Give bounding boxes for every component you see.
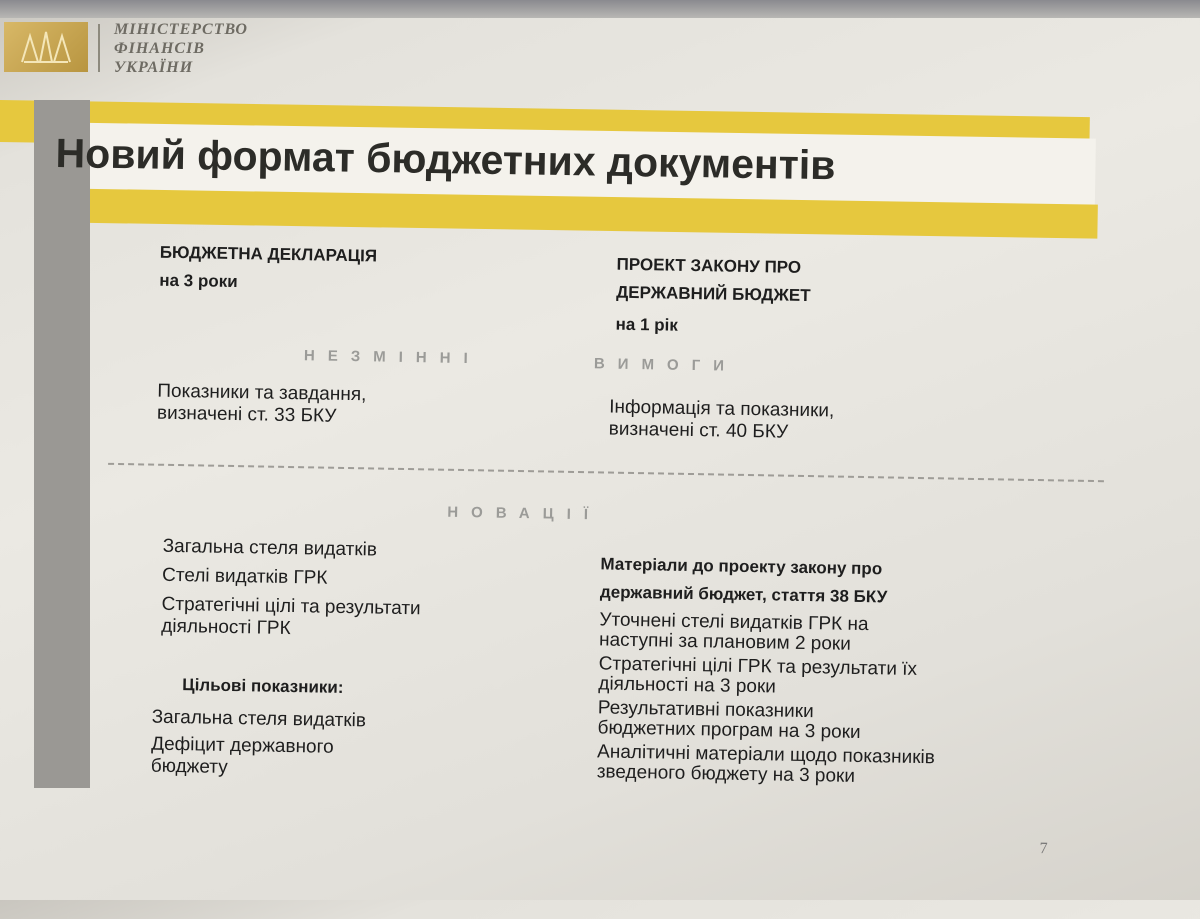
ministry-line-3: УКРАЇНИ bbox=[114, 59, 194, 76]
right-innovations bbox=[597, 550, 981, 793]
left-subheading: на 3 роки bbox=[159, 270, 238, 292]
targets-list bbox=[151, 707, 482, 789]
section-label-unchanged-1: НЕЗМІННІ bbox=[303, 347, 481, 368]
dashed-divider bbox=[108, 463, 1104, 482]
left-heading: БЮДЖЕТНА ДЕКЛАРАЦІЯ bbox=[159, 242, 378, 266]
page-title: Новий формат бюджетних документів bbox=[55, 130, 836, 189]
target-item: Дефіцит державного бюджету bbox=[150, 733, 334, 778]
left-requirement-line-2: визначені ст. 33 БКУ bbox=[156, 402, 337, 427]
section-label-innovations: НОВАЦІЇ bbox=[447, 503, 602, 524]
right-requirement-line-2: визначені ст. 40 БКУ bbox=[608, 418, 789, 443]
page-number: 7 bbox=[1039, 840, 1048, 858]
left-innovations bbox=[161, 536, 493, 651]
left-innovation-item: Стелі видатків ГРК bbox=[161, 564, 328, 589]
right-heading-line-1: ПРОЕКТ ЗАКОНУ ПРО bbox=[616, 254, 802, 277]
right-requirements bbox=[609, 397, 950, 447]
left-requirements bbox=[157, 381, 478, 431]
right-innovation-item: Аналітичні матеріали щодо показників зведеного бюджету на 3 роки bbox=[596, 741, 936, 787]
right-innovation-item: Уточнені стелі видатків ГРК на наступні за плановим 2 роки bbox=[598, 609, 869, 655]
ministry-line-2: ФІНАНСІВ bbox=[114, 40, 205, 57]
left-column-header bbox=[159, 239, 377, 299]
right-column-header bbox=[615, 251, 811, 342]
ministry-line-1: МІНІСТЕРСТВО bbox=[114, 21, 248, 38]
right-innovation-item: Результативні показники бюджетних програм на 3 роки bbox=[597, 697, 861, 743]
right-innovations-title-line-2: державний бюджет, стаття 38 БКУ bbox=[599, 582, 888, 607]
targets-title: Цільові показники: bbox=[182, 675, 344, 697]
section-label-unchanged-2: ВИМОГИ bbox=[593, 355, 738, 375]
left-requirement-line-1: Показники та завдання, bbox=[157, 380, 367, 406]
right-innovations-title-line-1: Матеріали до проекту закону про bbox=[600, 554, 883, 579]
target-item: Загальна стеля видатків bbox=[151, 706, 367, 732]
right-subheading: на 1 рік bbox=[615, 314, 679, 335]
right-requirement-line-1: Інформація та показники, bbox=[608, 396, 835, 422]
right-heading-line-2: ДЕРЖАВНИЙ БЮДЖЕТ bbox=[615, 282, 811, 306]
right-innovation-item: Стратегічні цілі ГРК та результати їх діяльності на 3 роки bbox=[598, 653, 918, 698]
left-innovation-item: Загальна стеля видатків bbox=[162, 535, 378, 561]
left-innovation-item: Стратегічні цілі та результати діяльності ГРК bbox=[161, 593, 421, 640]
